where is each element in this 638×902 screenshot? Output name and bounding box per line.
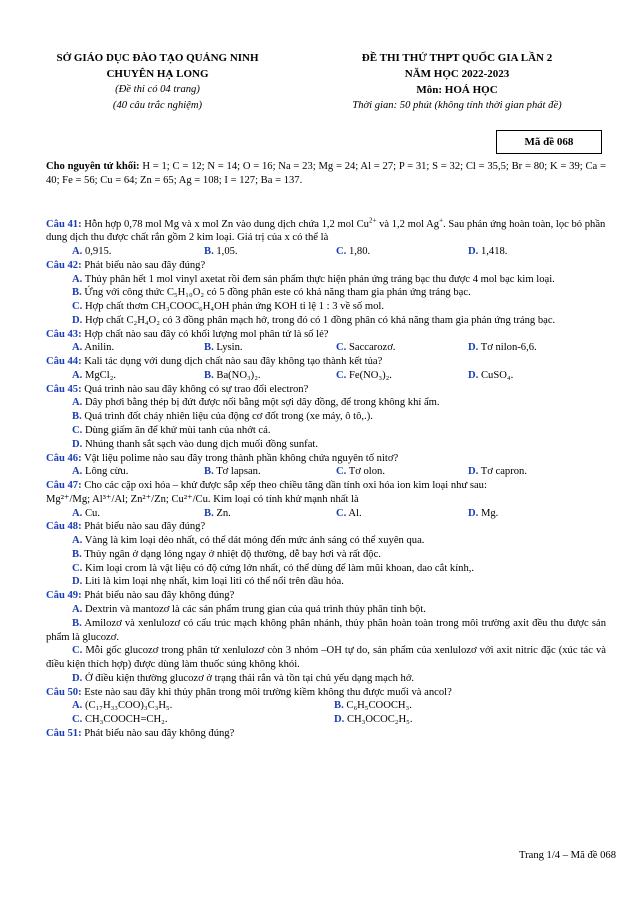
question-48: Câu 48: Phát biểu nào sau đây đúng? <box>46 521 206 533</box>
option-a[interactable]: A. Lông cừu. <box>72 466 129 478</box>
question-number: Câu 42: <box>46 259 82 271</box>
question-number: Câu 47: <box>46 480 82 492</box>
option-d[interactable]: D. Ở điều kiện thường glucozơ ở trạng thái rắn và tồn tại chủ yếu dạng mạch hở. <box>72 672 415 684</box>
header-right <box>298 50 616 114</box>
option-b[interactable]: B. Thủy ngân ở dạng lỏng ngay ở nhiệt độ thường, dễ bay hơi và rất độc. <box>72 548 381 560</box>
exam-content <box>46 160 606 741</box>
option-b[interactable]: B. Lysin. <box>204 342 243 354</box>
school-name: CHUYÊN HẠ LONG <box>106 68 209 80</box>
option-b[interactable]: B. Zn. <box>204 507 231 519</box>
option-c[interactable]: C. Fe(NO₃)₂. <box>336 369 392 381</box>
question-number: Câu 46: <box>46 452 82 464</box>
option-d[interactable]: D. Tơ capron. <box>468 466 527 478</box>
school-year: NĂM HỌC 2022-2023 <box>404 68 510 80</box>
option-c[interactable]: C. Hợp chất thơm CH₃COOC₆H₄OH phản ứng KOH tỉ lệ 1 : 3 về số mol. <box>72 301 384 313</box>
page-footer: Trang 1/4 – Mã đề 068 <box>518 850 616 861</box>
option-a[interactable]: A. Dextrin và mantozơ là các sản phẩm trung gian của quá trình thủy phân tinh bột. <box>72 603 426 615</box>
question-51: Câu 51: Phát biểu nào sau đây không đúng? <box>46 727 235 739</box>
option-c[interactable]: C. Al. <box>336 507 362 519</box>
header-left <box>35 50 280 114</box>
atomic-label: Cho nguyên tử khối: <box>46 161 140 172</box>
option-c[interactable]: C. CH₃COOCH=CH₂. <box>72 714 168 726</box>
question-number: Câu 49: <box>46 590 82 602</box>
option-b[interactable]: B. Tơ lapsan. <box>204 466 261 478</box>
question-47-line2: Mg²⁺/Mg; Al³⁺/Al; Zn²⁺/Zn; Cu²⁺/Cu. Kim loại có tính khử mạnh nhất là <box>46 493 359 505</box>
question-number: Câu 43: <box>46 328 82 340</box>
exam-title: ĐỀ THI THỬ THPT QUỐC GIA LẦN 2 <box>361 52 553 64</box>
option-a[interactable]: A. Thủy phân hết 1 mol vinyl axetat rồi đem sản phẩm thực hiện phản ứng tráng bạc thu được 4 mol bạc kim loại. <box>72 273 555 285</box>
question-46: Câu 46: Vật liệu polime nào sau đây trong thành phần không chứa nguyên tố nitơ? <box>46 452 399 464</box>
question-42: Câu 42: Phát biểu nào sau đây đúng? <box>46 259 206 271</box>
option-d[interactable]: D. CH₃OCOC₂H₅. <box>334 714 413 726</box>
subject: Môn: HOÁ HỌC <box>416 84 498 96</box>
options-50-row1 <box>72 699 606 713</box>
question-number: Câu 45: <box>46 383 82 395</box>
question-count-note: (40 câu trắc nghiệm) <box>112 100 203 111</box>
option-a[interactable]: A. Dây phơi bằng thép bị đứt được nối bằng một sợi dây đồng, để trong không khí ẩm. <box>72 397 440 409</box>
option-a[interactable]: A. Cu. <box>72 507 100 519</box>
options-43 <box>72 341 606 355</box>
option-a[interactable]: A. Vàng là kim loại dẻo nhất, có thể dát mỏng đến mức ánh sáng có thể xuyên qua. <box>72 535 425 547</box>
question-number: Câu 51: <box>46 727 82 739</box>
option-a[interactable]: A. Anilin. <box>72 342 115 354</box>
question-43: Câu 43: Hợp chất nào sau đây có khối lượng mol phân tử là số lẻ? <box>46 328 329 340</box>
options-44 <box>72 369 606 383</box>
department-name: SỞ GIÁO DỤC ĐÀO TẠO QUẢNG NINH <box>56 52 259 64</box>
option-d[interactable]: D. Liti là kim loại nhẹ nhất, kim loại liti có thể nổi trên dầu hỏa. <box>72 576 344 588</box>
question-number: Câu 44: <box>46 356 82 368</box>
option-b[interactable]: B. Amilozơ và xenlulozơ có cấu trúc mạch không phân nhánh, thủy phân hoàn toàn trong môi trường axit đều thu được sản phẩm là glucozơ. <box>46 617 606 643</box>
option-a[interactable]: A. 0,915. <box>72 246 112 258</box>
question-50: Câu 50: Este nào sau đây khi thủy phân trong môi trường kiềm không thu được muối và ancol? <box>46 686 452 698</box>
exam-code-box: Mã đề 068 <box>496 130 602 154</box>
time-limit: Thời gian: 50 phút (không tính thời gian phát đề) <box>352 100 562 111</box>
options-50-row2 <box>72 713 606 727</box>
option-d[interactable]: D. CuSO₄. <box>468 369 514 381</box>
option-b[interactable]: B. Ứng với công thức C₅H₁₀O₂ có 5 đồng phân este có khả năng tham gia phản ứng tráng bạc. <box>72 287 471 299</box>
atomic-values: H = 1; C = 12; N = 14; O = 16; Na = 23; Mg = 24; Al = 27; P = 31; S = 32; Cl = 35,5; Br = 80; K = 39; Ca = 40; Fe = 56; Cu = 64; Zn = 65; Ag = 108; I = 127; Ba = 137. <box>46 161 606 186</box>
option-b[interactable]: B. 1,05. <box>204 246 238 258</box>
question-47: Câu 47: Cho các cặp oxi hóa – khử được sắp xếp theo chiều tăng dần tính oxi hóa ion kim loại như sau: <box>46 480 487 492</box>
option-b[interactable]: B. C₆H₅COOCH₃. <box>334 700 412 712</box>
question-44: Câu 44: Kali tác dụng với dung dịch chất nào sau đây không tạo thành kết tủa? <box>46 356 383 368</box>
option-d[interactable]: D. Mg. <box>468 507 499 519</box>
question-45: Câu 45: Quá trình nào sau đây không có sự trao đổi electron? <box>46 383 309 395</box>
option-d[interactable]: D. Tơ nilon-6,6. <box>468 342 537 354</box>
option-c[interactable]: C. Mỗi gốc glucozơ trong phân tử xenlulozơ còn 3 nhóm –OH tự do, sản phẩm của xenlulozơ với axit nitric đặc (xúc tác và điều kiện thích hợp) được dùng làm thuốc súng không khói. <box>46 645 606 671</box>
option-c[interactable]: C. Saccarozơ. <box>336 342 396 354</box>
option-c[interactable]: C. 1,80. <box>336 246 371 258</box>
option-c[interactable]: C. Kim loại crom là vật liệu có độ cứng lớn nhất, có thể dùng để làm mũi khoan, dao cắt kính,. <box>72 562 475 574</box>
question-number: Câu 48: <box>46 521 82 533</box>
option-a[interactable]: A. (C₁₇H₃₃COO)₃C₃H₅. <box>72 700 173 712</box>
page-count-note: (Đề thi có 04 trang) <box>115 84 200 95</box>
option-d[interactable]: D. Nhúng thanh sắt sạch vào dung dịch muối đồng sunfat. <box>72 438 318 450</box>
options-41 <box>72 245 606 259</box>
option-a[interactable]: A. MgCl₂. <box>72 369 117 381</box>
option-b[interactable]: B. Ba(NO₃)₂. <box>204 369 261 381</box>
question-number: Câu 41: <box>46 218 82 230</box>
option-c[interactable]: C. Dùng giấm ăn để khử mùi tanh của nhớt cá. <box>72 425 271 437</box>
option-b[interactable]: B. Quá trình đốt cháy nhiên liệu của động cơ đốt trong (xe máy, ô tô,.). <box>72 411 373 423</box>
options-46 <box>72 465 606 479</box>
option-d[interactable]: D. 1,418. <box>468 246 508 258</box>
options-47 <box>72 507 606 521</box>
question-49: Câu 49: Phát biểu nào sau đây không đúng? <box>46 590 235 602</box>
atomic-masses <box>46 160 606 188</box>
question-number: Câu 50: <box>46 686 82 698</box>
option-c[interactable]: C. Tơ olon. <box>336 466 385 478</box>
option-d[interactable]: D. Hợp chất C₂H₄O₂ có 3 đồng phân mạch hở, trong đó có 1 đồng phân có khả năng tham gia phản ứng tráng bạc. <box>72 314 556 326</box>
question-41: Câu 41: Hỗn hợp 0,78 mol Mg và x mol Zn vào dung dịch chứa 1,2 mol $Cu^{2+}$ và 1,2 mol Ag+. Sau phản ứng hoàn toàn, lọc bỏ phần dung dịch thu được chất rắn gồm 2 kim loại. Giá trị của x có thể là <box>46 216 606 244</box>
